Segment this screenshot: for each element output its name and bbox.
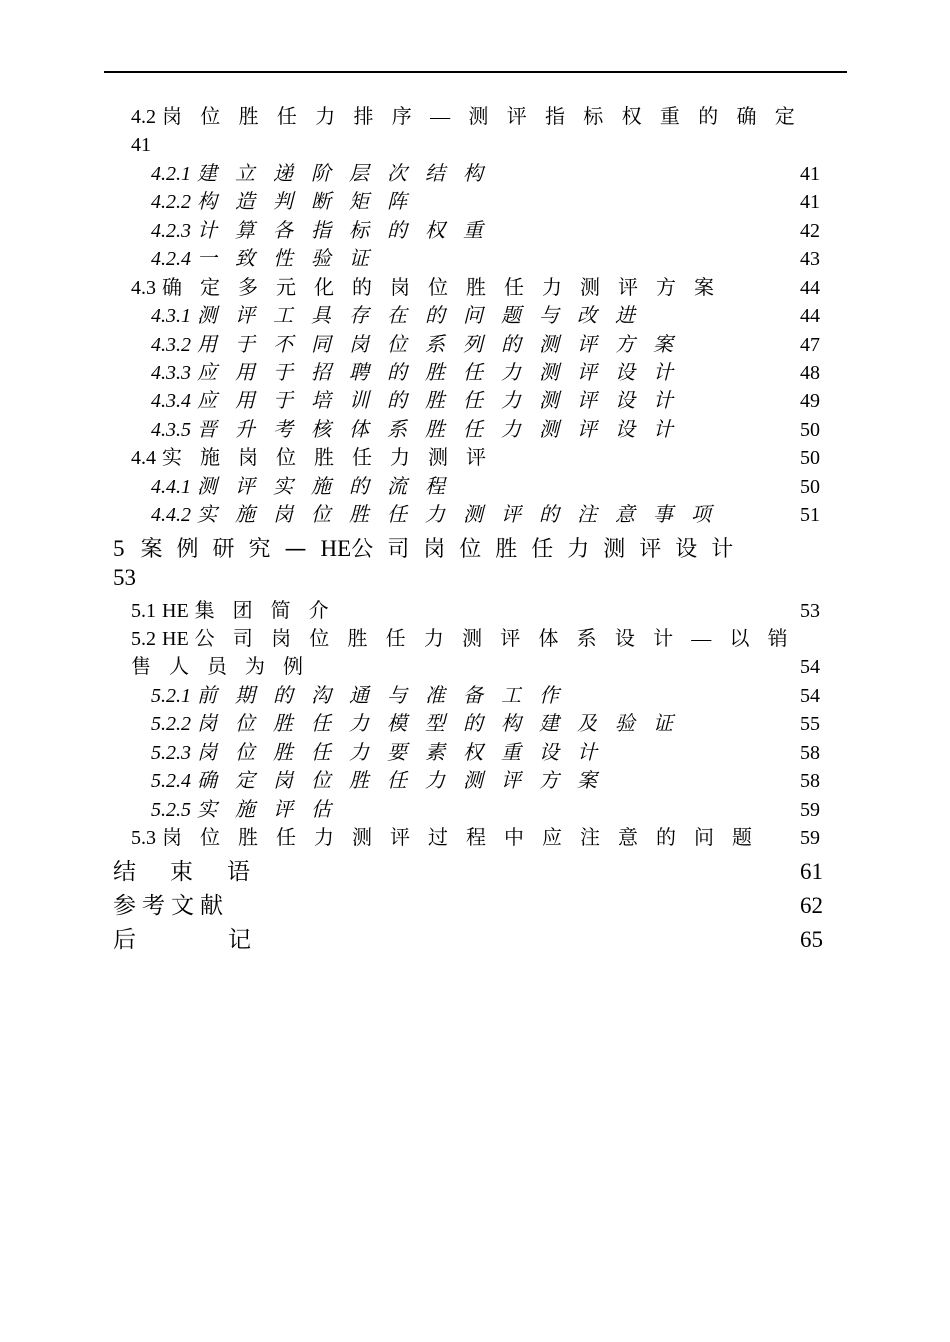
section-title: 用于不同岗位系列的测评方案 [197,334,691,356]
section-number: 4.2 [131,106,156,128]
chapter-number: 5 [113,536,125,561]
page-number: 65 [800,927,823,952]
section-title: 一致性验证 [197,248,387,270]
toc-entry-4-4[interactable] [131,446,504,470]
toc-entry-5-1[interactable] [131,599,347,623]
section-number: 4.2.2 [151,191,191,213]
page-number: 42 [800,220,820,242]
section-number: 4.2.1 [151,163,191,185]
conclusion-char-1: 结 [113,859,136,885]
page-number: 50 [800,447,820,469]
toc-entry-4-4-1[interactable] [151,475,463,499]
section-title: 确定多元化的岗位胜任力测评方案 [162,277,732,299]
toc-entry-4-3-3[interactable] [151,361,691,385]
section-number: 5.2.5 [151,799,191,821]
section-number: 5.2.4 [151,770,191,792]
toc-entry-4-3[interactable] [131,276,732,300]
conclusion-char-3: 语 [227,859,250,885]
toc-entry-4-4-2[interactable] [151,503,729,527]
page-number: 51 [800,504,820,526]
toc-conclusion[interactable] [113,858,250,886]
section-number: 4.4 [131,447,156,469]
section-number: 5.2 [131,628,156,650]
section-title: 实施岗位胜任力测评的注意事项 [197,504,729,526]
page-number: 59 [800,799,820,821]
toc-entry-5-2[interactable] [131,627,806,651]
section-number: 4.3.1 [151,305,191,327]
header-rule [104,71,847,73]
page-number: 50 [800,419,820,441]
toc-entry-4-2[interactable] [131,105,813,129]
page-number: 47 [800,334,820,356]
section-title: 岗位胜任力模型的构建及验证 [197,713,691,735]
section-title-latin: HE [162,628,189,650]
toc-entry-4-3-1[interactable] [151,304,653,328]
section-title: 岗位胜任力要素权重设计 [197,742,615,764]
section-title: 构造判断矩阵 [197,191,425,213]
page-number: 50 [800,476,820,498]
section-title: 实施岗位胜任力测评 [162,447,504,469]
page-number: 43 [800,248,820,270]
section-number: 4.3.3 [151,362,191,384]
section-title-latin: HE [162,600,189,622]
toc-entry-4-2-2[interactable] [151,190,425,214]
page-number: 61 [800,859,823,884]
toc-entry-4-2-4[interactable] [151,247,387,271]
chapter-title-part1: 案例研究— [140,537,321,562]
toc-entry-4-3-4[interactable] [151,389,691,413]
section-title: 实施评估 [197,799,349,821]
section-number: 5.2.1 [151,685,191,707]
page-number: 54 [800,685,820,707]
section-number: 4.2.4 [151,248,191,270]
references-title: 参考文献 [113,893,229,919]
page-number: 53 [113,565,136,590]
page-number: 53 [800,600,820,622]
postscript-char-1: 后 [113,927,136,953]
page-number: 58 [800,742,820,764]
section-title-continued: 售人员为例 [131,656,321,678]
toc-entry-5-2-5[interactable] [151,798,349,822]
page-number: 58 [800,770,820,792]
section-number: 4.4.2 [151,504,191,526]
page-number: 49 [800,390,820,412]
section-title: 集团简介 [194,600,347,622]
toc-entry-5-2-3[interactable] [151,741,615,765]
section-title: 测评工具存在的问题与改进 [197,305,653,327]
section-number: 4.3.2 [151,334,191,356]
toc-entry-4-2-3[interactable] [151,219,501,243]
toc-chapter-5[interactable] [113,535,747,564]
toc-entry-5-3[interactable] [131,826,770,850]
section-title: 公司岗位胜任力测评体系设计—以销 [194,628,806,650]
toc-entry-4-2-1[interactable] [151,162,501,186]
chapter-title-part2: 公司岗位胜任力测评设计 [351,537,748,562]
section-number: 4.3.4 [151,390,191,412]
section-number: 4.4.1 [151,476,191,498]
section-number: 4.3 [131,277,156,299]
toc-references[interactable] [113,892,229,920]
postscript-char-2: 记 [228,927,251,953]
page-number: 41 [800,163,820,185]
section-title: 前期的沟通与准备工作 [197,685,577,707]
toc-entry-5-2-1[interactable] [151,684,577,708]
toc-entry-4-3-2[interactable] [151,333,691,357]
section-title: 测评实施的流程 [197,476,463,498]
section-number: 5.2.2 [151,713,191,735]
section-title: 岗位胜任力测评过程中应注意的问题 [162,827,770,849]
section-title: 计算各指标的权重 [197,220,501,242]
section-number: 5.3 [131,827,156,849]
section-title: 应用于培训的胜任力测评设计 [197,390,691,412]
toc-postscript[interactable] [113,926,251,954]
section-title: 建立递阶层次结构 [197,163,501,185]
section-title: 确定岗位胜任力测评方案 [197,770,615,792]
section-title: 岗位胜任力排序—测评指标权重的确定 [162,106,814,128]
section-number: 5.2.3 [151,742,191,764]
page-number: 41 [800,191,820,213]
toc-entry-5-2-2[interactable] [151,712,691,736]
section-number: 5.1 [131,600,156,622]
chapter-title-latin: HE [320,536,352,561]
page-number: 62 [800,893,823,918]
toc-entry-4-3-5[interactable] [151,418,691,442]
section-title: 应用于招聘的胜任力测评设计 [197,362,691,384]
page-number: 55 [800,713,820,735]
page-number: 48 [800,362,820,384]
conclusion-char-2: 束 [170,859,193,885]
section-number: 4.3.5 [151,419,191,441]
toc-entry-5-2-4[interactable] [151,769,615,793]
page-number: 44 [800,277,820,299]
page-number: 41 [131,134,151,156]
page-number: 44 [800,305,820,327]
section-number: 4.2.3 [151,220,191,242]
page-number: 59 [800,827,820,849]
section-title: 晋升考核体系胜任力测评设计 [197,419,691,441]
page-number: 54 [800,656,820,678]
